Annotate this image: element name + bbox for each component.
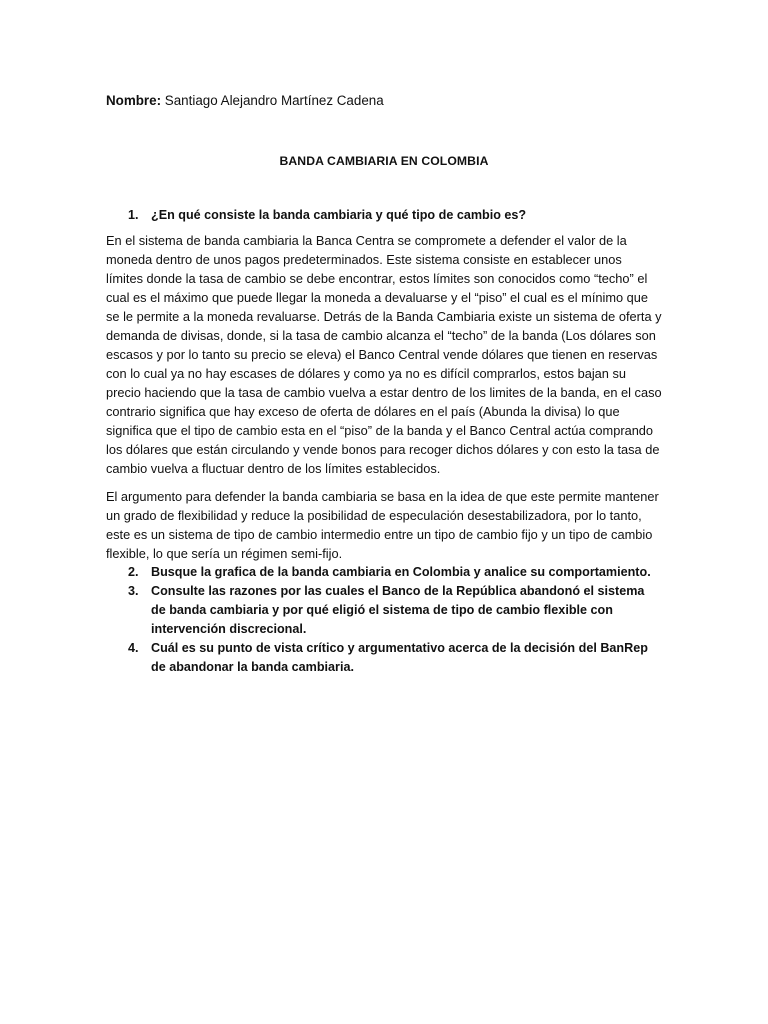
question-number: 4. — [128, 641, 139, 655]
student-name-line — [106, 92, 662, 110]
question-2 — [106, 563, 662, 582]
answer-paragraph-1: En el sistema de banda cambiaria la Banca Centra se compromete a defender el valor de la moneda dentro de unos pagos predeterminados. Este sistema consiste en establecer unos límites donde la tasa de cambio se debe encontrar, estos límites son conocidos como “techo” el cual es el máximo que puede llegar la moneda a devaluarse y el “piso” el cual es el mínimo que se le permite a la moneda revaluarse. Detrás de la Banda Cambiaria existe un sistema de oferta y demanda de divisas, donde, si la tasa de cambio alcanza el “techo” de la banda (Los dólares son escasos y por lo tanto su precio se eleva) el Banco Central vende dólares que tienen en reservas con lo cual ya no hay escases de dólares y como ya no es difícil comprarlos, estos bajan su precio haciendo que la tasa de cambio vuelva a estar dentro de los limites de la banda, en el caso contrario significa que hay exceso de oferta de dólares en el país (Abunda la divisa) lo que significa que el tipo de cambio esta en el “piso” de la banda y el Banco Central actúa comprando los dólares que están circulando y vende bonos para recoger dichos dólares y con esto la tasa de cambio vuelva a fluctuar dentro de los límites establecidos. — [106, 233, 662, 476]
question-number: 2. — [128, 565, 139, 579]
name-label: Nombre: — [106, 93, 162, 108]
question-number: 3. — [128, 584, 139, 598]
question-1 — [106, 206, 662, 225]
question-number: 1. — [128, 208, 139, 222]
question-4 — [106, 639, 662, 677]
question-list-1 — [106, 206, 662, 225]
question-text: ¿En qué consiste la banda cambiaria y qué tipo de cambio es? — [151, 208, 527, 222]
answer-paragraph-2: El argumento para defender la banda cambiaria se basa en la idea de que este permite mantener un grado de flexibilidad y reduce la posibilidad de especulación desestabilizadora, por lo tanto, este es un sistema de tipo de cambio intermedio entre un tipo de cambio fijo y un tipo de cambio flexible, lo que sería un régimen semi-fijo. — [106, 489, 659, 561]
question-text: Busque la grafica de la banda cambiaria en Colombia y analice su comportamiento. — [151, 565, 651, 579]
question-list-2 — [106, 563, 662, 677]
name-value: Santiago Alejandro Martínez Cadena — [164, 93, 384, 108]
question-text: Cuál es su punto de vista crítico y argumentativo acerca de la decisión del BanRep de abandonar la banda cambiaria. — [151, 641, 648, 674]
question-text: Consulte las razones por las cuales el Banco de la República abandonó el sistema de banda cambiaria y por qué eligió el sistema de tipo de cambio flexible con intervención discrecional. — [151, 584, 645, 636]
document-title: BANDA CAMBIARIA EN COLOMBIA — [279, 154, 489, 168]
question-3 — [106, 582, 662, 639]
